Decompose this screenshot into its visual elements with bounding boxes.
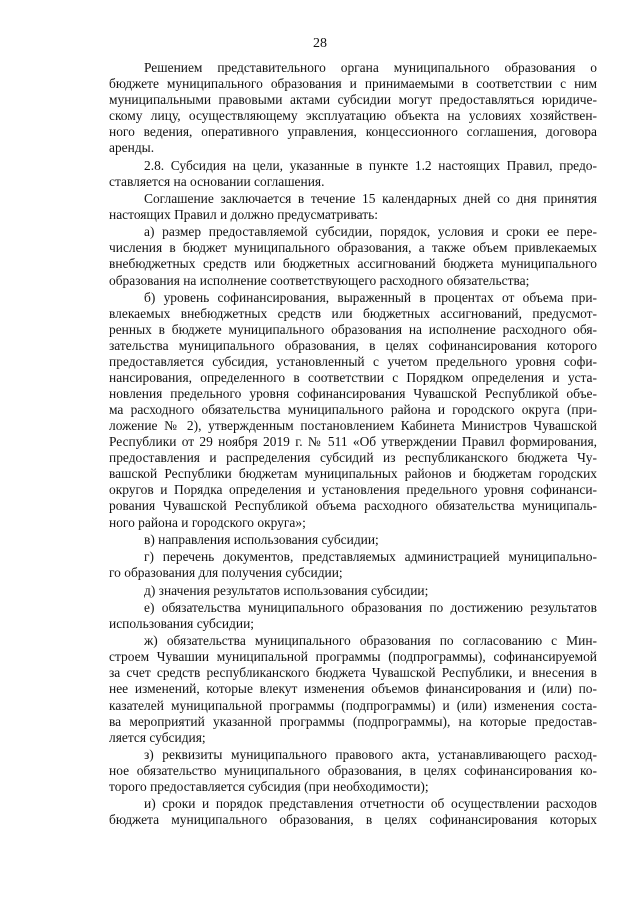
paragraph (109, 549, 597, 581)
text-line: д) значения результатов использования субсидии; (144, 582, 429, 598)
text-line: предоставляется субсидия, установленный с учетом предельного уровня софи- (109, 354, 597, 370)
text-line: округов и Порядка определения и установления предельного уровня софинанси- (109, 482, 597, 498)
text-line: ж) обязательства муниципального образования по согласованию с Мин- (144, 633, 597, 649)
text-line: вашской Республики бюджетам муниципальных районов и бюджетам городских (109, 466, 597, 482)
paragraph (109, 191, 597, 223)
text-line: 2.8. Субсидия на цели, указанные в пункте 1.2 настоящих Правил, предо- (144, 157, 597, 173)
text-line: использования субсидии; (109, 615, 254, 631)
text-line: рования Чувашской Республикой объема расходного обязательства муниципаль- (109, 498, 597, 514)
text-line: Решением представительного органа муниципального образования о (144, 60, 597, 75)
text-line: бюджете муниципального образования и принимаемыми в соответствии с ним (109, 76, 597, 92)
text-line: ставляется на основании соглашения. (109, 173, 325, 189)
text-line: и) сроки и порядок представления отчетности об осуществлении расходов (144, 796, 597, 812)
text-line: ложение № 2), утвержденным постановлением Кабинета Министров Чувашской (109, 418, 597, 434)
text-line: зательства муниципального образования, в целях софинансирования которого (109, 337, 597, 353)
text-line: ного района и городского округа»; (109, 514, 306, 530)
text-line: ного ведения, оперативного управления, концессионного соглашения, договора (109, 124, 597, 140)
paragraph (109, 224, 597, 288)
paragraph (109, 60, 597, 156)
paragraph (109, 747, 597, 795)
text-line: ма расходного обязательства муниципального района и городского округа (при- (109, 402, 597, 418)
paragraph (109, 583, 597, 599)
paragraph (109, 600, 597, 632)
paragraph (109, 532, 597, 548)
text-line: новления предельного уровня софинансирования Чувашской Республикой объе- (109, 386, 597, 402)
paragraph (109, 158, 597, 190)
document-body (109, 60, 597, 828)
paragraph (109, 633, 597, 745)
text-line: за счет средств республиканского бюджета Чувашской Республики, и внесения в (109, 665, 597, 681)
text-line: казателей муниципальной программы (подпрограммы) и (или) изменения соста- (109, 697, 597, 713)
text-line: ренных в бюджете муниципального образования на исполнение расходного обя- (109, 321, 597, 337)
text-line: скому лицу, осуществляющему эксплуатацию объекта на условиях хозяйствен- (109, 108, 597, 124)
page-number: 28 (313, 36, 327, 51)
text-line: ное обязательство муниципального образования, в целях софинансирования ко- (109, 762, 597, 778)
paragraph (109, 290, 597, 531)
text-line: аренды. (109, 140, 155, 156)
text-line: числения в бюджет муниципального образования, а также объем привлекаемых (109, 240, 597, 256)
text-line: а) размер предоставляемой субсидии, порядок, условия и сроки ее пере- (144, 224, 597, 240)
text-line: б) уровень софинансирования, выраженный в процентах от объема при- (144, 289, 597, 305)
text-line: настоящих Правил и должно предусматривать: (109, 207, 378, 223)
text-line: Республики от 29 ноября 2019 г. № 511 «Об утверждении Правил формирования, (109, 434, 597, 450)
text-line: е) обязательства муниципального образования по достижению результатов (144, 599, 597, 615)
text-line: образования на исполнение соответствующего расходного обязательства; (109, 272, 530, 288)
text-line: з) реквизиты муниципального правового акта, устанавливающего расход- (144, 746, 597, 762)
text-line: влекаемых внебюджетных средств или бюджетных ассигнований, предусмот- (109, 305, 597, 321)
paragraph (109, 796, 597, 828)
text-line: бюджета муниципального образования, в целях софинансирования которых (109, 812, 597, 828)
text-line: г) перечень документов, представляемых администрацией муниципально- (144, 549, 597, 565)
text-line: внебюджетных средств или бюджетных ассигнований бюджета муниципального (109, 256, 597, 272)
text-line: ляется субсидия; (109, 729, 206, 745)
text-line: нее изменений, которые влекут изменения объемов финансирования и (или) по- (109, 681, 597, 697)
text-line: предоставления и распределения субсидий из республиканского бюджета Чу- (109, 450, 597, 466)
text-line: Соглашение заключается в течение 15 календарных дней со дня принятия (144, 190, 597, 206)
text-line: ва мероприятий указанной программы (подпрограммы), на которые предостав- (109, 713, 597, 729)
text-line: нансирования, определенного в соответствии с Порядком определения и уста- (109, 370, 597, 386)
text-line: в) направления использования субсидии; (144, 531, 379, 547)
text-line: муниципальными правовыми актами субсидии могут предоставляться юридиче- (109, 92, 597, 108)
text-line: го образования для получения субсидии; (109, 565, 343, 581)
text-line: строем Чувашии муниципальной программы (подпрограммы), софинансируемой (109, 649, 597, 665)
text-line: торого предоставляется субсидия (при необходимости); (109, 779, 429, 795)
